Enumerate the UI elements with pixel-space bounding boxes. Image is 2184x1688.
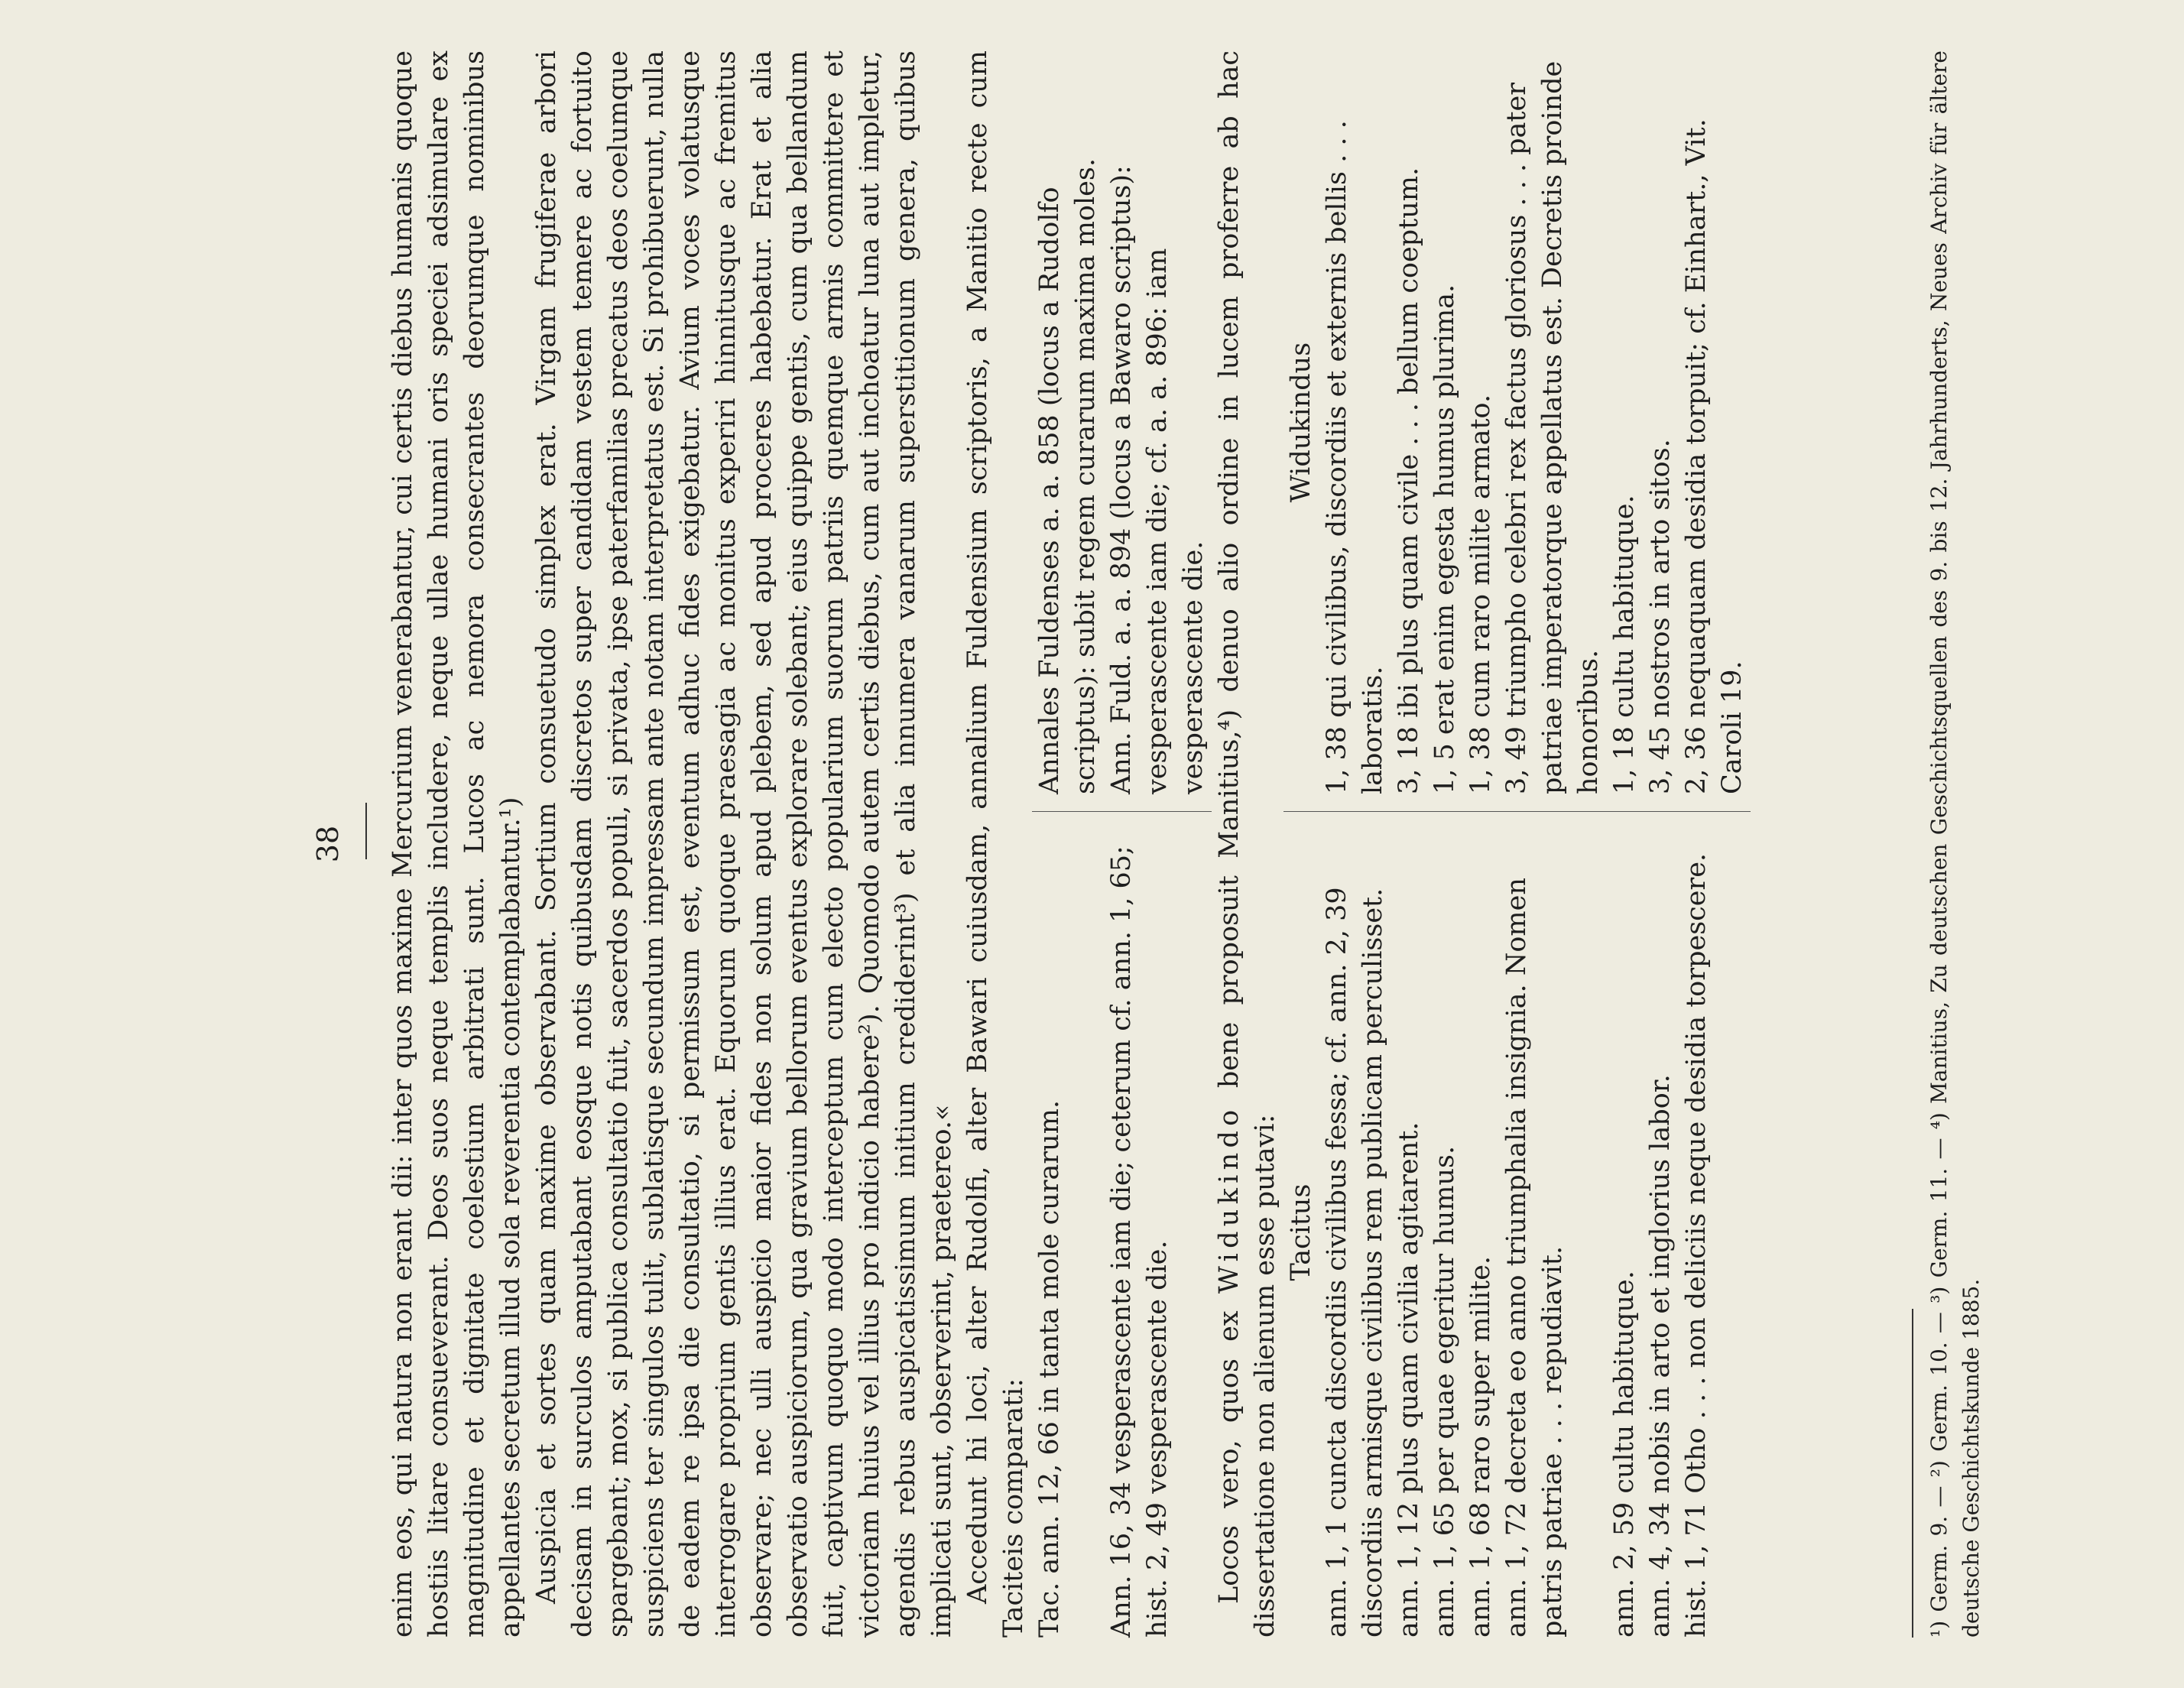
parallel-row [1391, 50, 1427, 1638]
footnotes: ¹) Germ. 9. — ²) Germ. 10. — ³) Germ. 11. — ⁴) Manitius, Zu deutschen Geschichtsquellen des 9. bis 12. Jahrhunderts, Neues Archiv für ältere deutsche Geschichtskunde 1885. [1926, 50, 1984, 1638]
page-number-rule [365, 803, 367, 859]
tacitus-passage: ann. 1, 72 decreta eo anno triumphalia insignia. Nomen patris patriae . . . repudiavit. [1501, 878, 1568, 1638]
parallel-row [1463, 50, 1499, 1638]
tacitus-passage: hist. 1, 71 Otho . . . non deliciis neque desidia torpescere. [1680, 852, 1712, 1638]
tacitus-passage: ann. 1, 68 raro super milite. [1465, 1255, 1496, 1638]
widukind-passage: 1, 38 qui civilibus, discordiis et externis bellis . . . laboratis. [1319, 50, 1391, 812]
widukind-passage: 3, 49 triumpho celebri rex factus gloriosus . . . pater patriae imperatorque appellatus est. Decretis proinde honoribus. [1499, 50, 1607, 812]
tacitus-passage: ann. 1, 65 per quae egeritur humus. [1429, 1145, 1460, 1638]
comparison-right: Ann. Fuld. a. a. 894 (locus a Bawaro scriptus): vesperascente iam die; cf. a. a. 896: iam vesperascente die. [1104, 50, 1212, 812]
paragraph-accedunt: Accedunt hi loci, alter Rudolfi, alter Bawari cuiusdam, annalium Fuldensium scriptoris, a Manitio recte cum Taciteis comparati: [962, 50, 1029, 1638]
comparison-right: Annales Fuldenses a. a. 858 (locus a Rudolfo scriptus): subit regem curarum maxima moles. [1032, 50, 1104, 812]
tacitus-passage: ann. 2, 59 cultu habituque. [1608, 1271, 1640, 1638]
tacitus-passage: ann. 1, 1 cuncta discordiis civilibus fessa; cf. ann. 2, 39 discordiis armisque civilibus rem publicam perculisset. [1321, 887, 1388, 1638]
widukind-passage: 3, 18 ibi plus quam civile . . . bellum coeptum. [1391, 50, 1427, 812]
widukind-passage: 2, 36 nequaquam desidia torpuit; cf. Einhart., Vit. Caroli 19. [1679, 50, 1751, 812]
widukind-passage: 1, 5 erat enim egesta humus plurima. [1427, 50, 1463, 812]
paragraph-locos [1212, 50, 1283, 1638]
parallel-row [1427, 50, 1463, 1638]
parallel-row [1499, 50, 1607, 1638]
header-tacitus: Tacitus [1285, 1183, 1316, 1281]
page-number: 38 [310, 825, 345, 863]
main-text [385, 50, 1751, 1638]
widukind-passage: 1, 38 cum raro milite armato. [1463, 50, 1499, 812]
comparison-row [1104, 50, 1212, 1638]
column-headers [1283, 50, 1319, 1638]
parallel-row [1319, 50, 1391, 1638]
rotated-text-block [125, 50, 2059, 1638]
comparison-left: Ann. 16, 34 vesperascente iam die; ceterum cf. ann. 1, 65; hist. 2, 49 vesperascente die. [1105, 846, 1173, 1638]
parallel-row [1607, 50, 1643, 1638]
locos-rest: bene proposuit Manitius,⁴) denuo alio ordine in lucem proferre ab hac dissertatione non alienum esse putavi: [1213, 50, 1280, 1638]
locos-prefix: Locos vero, quos ex [1213, 1294, 1245, 1604]
paragraph-auspicia: Auspicia et sortes quam maxime observabant. Sortium consuetudo simplex erat. Virgam frugiferae arbori decisam in surculos amputabant eosque notis quibusdam discretos super candidam vestem temere ac fortuito spargebant; mox, si publica consultatio fuit, sacerdos populi, si privata, ipse paterfamilias precatus deos coelumque suspiciens ter singulos tulit, sublatisque secundum impressam ante notam interpretatus est. Si prohibuerunt, nulla de eadem re ipsa die consultatio, si permissum est, eventum adhuc fides exigebatur. Avium voces volatusque interrogare proprium gentis illius erat. Equorum quoque praesagia ac monitus experiri hinnitusque ac fremitus observare; nec ulli auspicio maior fides non solum apud plebem, sed apud proceres habebatur. Erat et alia observatio auspiciorum, qua gravium bellorum eventus explorare solebant; eius quippe gentis, cum qua bellandum fuit, captivum quoquo modo interceptum cum electo popularium suorum patriis quemque armis committere et victoriam huius vel illius pro indicio habere²). Quomodo autem certis diebus, cum aut inchoatur luna aut impletur, agendis rebus auspicatissimum initium crediderint³) et alia innumera vanarum superstitionum genera, quibus implicati sunt, observerint, praetereo.« [531, 50, 957, 1638]
widukind-passage: 1, 18 cultu habituque. [1607, 50, 1643, 812]
comparison-left: Tac. ann. 12, 66 in tanta mole curarum. [1034, 1099, 1065, 1638]
widukind-passage: 3, 45 nostros in arto sitos. [1643, 50, 1679, 812]
tacitus-passage: ann. 1, 12 plus quam civilia agitarent. [1393, 1122, 1424, 1638]
footnote-rule [1912, 1309, 1913, 1638]
parallel-row [1643, 50, 1679, 1638]
tacitus-passage: ann. 4, 34 nobis in arto et inglorius labor. [1644, 1074, 1676, 1638]
header-widukindus: Widukindus [1283, 50, 1319, 812]
author-name-widukind: Widukindo [1213, 1105, 1245, 1294]
paragraph-intro: enim eos, qui natura non erant dii: inter quos maxime Mercurium venerabantur, cui certis diebus humanis quoque hostiis litare consueverant. Deos suos neque templis includere, neque ullae humani oris speciei adsimulare ex magnitudine et dignitate coelestium arbitrati sunt. Lucos ac nemora consecrantes deorumque nominibus appellantes secretum illud sola reverentia contemplabantur.¹) [387, 50, 526, 1638]
comparison-row [1032, 50, 1104, 1638]
parallel-row [1679, 50, 1751, 1638]
